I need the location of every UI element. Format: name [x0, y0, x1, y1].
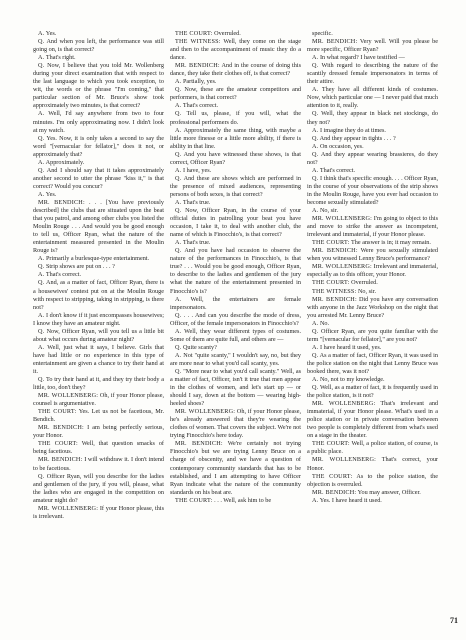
- speaker-label: MR. WOLLENBERG:: [312, 263, 372, 271]
- transcript-paragraph: [307, 54, 438, 62]
- speaker-label: A.: [312, 496, 319, 504]
- speech-text: Well, the entertainers are female impersonators.: [170, 295, 301, 311]
- speech-text: Yes.: [45, 30, 57, 37]
- speech-text: Yes.: [45, 190, 57, 198]
- speaker-label: A.: [175, 126, 182, 134]
- speaker-label: A.: [312, 86, 319, 94]
- speech-text: specific.: [312, 30, 333, 37]
- speaker-label: THE COURT:: [312, 472, 353, 480]
- transcript-paragraph: [170, 175, 301, 199]
- speech-text: No, sir.: [357, 287, 377, 295]
- speech-text: Well, I'd say anywhere from two to four minutes. I'm only approximating now. I didn't look at my watch.: [33, 110, 164, 134]
- transcript-paragraph: [33, 54, 164, 62]
- speaker-label: Q.: [38, 327, 45, 335]
- speech-text: Partially, yes.: [182, 78, 217, 86]
- transcript-paragraph: [170, 296, 301, 312]
- transcript-paragraph: [170, 352, 301, 368]
- speaker-label: Q.: [312, 327, 319, 335]
- transcript-paragraph: [307, 328, 438, 344]
- speaker-label: Q.: [175, 367, 182, 375]
- speaker-label: THE COURT:: [312, 440, 350, 448]
- speaker-label: MR. BENDICH:: [38, 456, 83, 464]
- speaker-label: Q.: [312, 174, 319, 182]
- speech-text: That's true.: [182, 239, 211, 247]
- transcript-paragraph: [33, 376, 164, 392]
- speech-text: We're certainly not trying Finocchio's but we are trying Lenny Bruce on a charge of obscenity, and we have a question of contemporary community standards that has to be established, and I am attempting to have Officer Ryan indicate what the nature of the community standards on his beat are.: [170, 440, 302, 496]
- speech-text: . . . Well, ask him to be: [214, 496, 272, 504]
- speaker-label: MR. WOLLENBERG:: [312, 456, 377, 464]
- speech-text: I imagine they do at times.: [319, 126, 386, 134]
- speaker-label: MR. BENDICH:: [312, 295, 357, 303]
- speaker-label: MR. WOLLENBERG:: [175, 408, 236, 416]
- speech-text: To try their hand at it, and they try their body a little, too, don't they?: [33, 376, 164, 392]
- transcript-paragraph: [33, 159, 164, 167]
- speech-text: No, not to my knowledge.: [319, 376, 385, 384]
- speaker-label: Q.: [38, 279, 45, 287]
- speech-text: I think that's specific enough. . . . Officer Ryan, in the course of your observations of the strip shows in the Moulin Rouge, have you ever had occasion to become sexually stimulated?: [307, 174, 438, 206]
- speaker-label: THE COURT:: [312, 239, 350, 247]
- speech-text: Well, that question smacks of being facetious.: [33, 440, 164, 456]
- transcript-paragraph: [307, 489, 438, 497]
- transcript-paragraph: [307, 239, 438, 247]
- speech-text: I will withdraw it. I don't intend to be facetious.: [33, 456, 165, 472]
- speaker-label: A.: [175, 198, 182, 206]
- speaker-label: A.: [175, 166, 182, 174]
- transcript-paragraph: [307, 207, 438, 215]
- transcript-paragraph: [307, 344, 438, 352]
- speaker-label: A.: [175, 78, 182, 86]
- transcript-paragraph: [170, 497, 301, 505]
- transcript-paragraph: [307, 175, 438, 207]
- transcript-paragraph: [170, 86, 301, 102]
- transcript-paragraph: [170, 408, 301, 440]
- speech-text: Yes. I have heard it used.: [319, 496, 382, 504]
- text-column-middle: [170, 30, 301, 505]
- transcript-paragraph: [307, 167, 438, 175]
- speaker-label: Q.: [312, 134, 319, 142]
- speech-text: Did you have any conversation with anyone in the Jazz Workshop on the night that you arrested Mr. Lenny Bruce?: [307, 295, 439, 319]
- speaker-label: MR. BENDICH:: [175, 62, 220, 70]
- speech-text: And they appear in tights . . . ?: [319, 134, 396, 142]
- transcript-paragraph: [307, 143, 438, 151]
- speech-text: Now, I believe that you told Mr. Wollenberg during your direct examination that with respect to the last language to which you took exception, to wit, the words or the phrase "I'm coming," that particular section of Mr. Bruce's show took approximately two minutes, is that correct?: [33, 62, 165, 110]
- transcript-paragraph: [170, 102, 301, 110]
- transcript-paragraph: [307, 38, 438, 54]
- speaker-label: A.: [38, 343, 45, 351]
- transcript-paragraph: [307, 456, 438, 472]
- speaker-label: MR. BENDICH:: [38, 424, 84, 432]
- speaker-label: THE COURT:: [312, 279, 350, 287]
- speaker-label: Q.: [175, 174, 182, 182]
- transcript-paragraph: [33, 312, 164, 328]
- speech-text: No.: [319, 319, 330, 327]
- transcript-paragraph: [33, 440, 164, 456]
- speaker-label: Q.: [312, 384, 319, 392]
- transcript-paragraph: [307, 30, 438, 38]
- speaker-label: A.: [38, 158, 45, 166]
- speech-text: With regard to describing the nature of the scantily dressed female impersonators in terms of their attire.: [307, 62, 439, 86]
- transcript-paragraph: [170, 78, 301, 86]
- speech-text: Were you sexually stimulated when you witnessed Lenny Bruce's performance?: [307, 247, 439, 263]
- speech-text: Well, they come on the stage and then to the accompaniment of music they do a dance.: [170, 38, 301, 62]
- speech-text: No, sir.: [319, 207, 339, 215]
- speech-text: Irrelevant and immaterial, especially as to this officer, your Honor.: [307, 263, 438, 279]
- speaker-label: A.: [175, 239, 182, 247]
- speaker-label: A.: [175, 102, 182, 110]
- transcript-paragraph: [307, 400, 438, 440]
- transcript-paragraph: [33, 505, 164, 521]
- speaker-label: A.: [312, 319, 319, 327]
- speech-text: I have, yes.: [182, 166, 212, 174]
- transcript-paragraph: [33, 279, 164, 311]
- speech-text: That's correct.: [319, 166, 355, 174]
- transcript-paragraph: [307, 473, 438, 489]
- speech-text: I don't know if it just encompasses housewives; I know they have an amateur night.: [33, 311, 164, 327]
- speaker-label: A.: [312, 142, 319, 150]
- speaker-label: A.: [38, 30, 45, 37]
- speaker-label: A.: [38, 110, 45, 118]
- transcript-paragraph: [170, 30, 301, 38]
- speech-text: And I should say that it takes approximately another second to utter the phrase "kiss it," is that correct? Would you concur?: [33, 166, 164, 190]
- transcript-paragraph: [307, 440, 438, 456]
- transcript-paragraph: [33, 271, 164, 279]
- speech-text: Officer Ryan, are you quite familiar with the term "[vernacular for fellator]," are you not?: [307, 327, 438, 343]
- speech-text: I am being perfectly serious, your Honor.: [33, 424, 165, 440]
- speaker-label: A.: [312, 126, 319, 134]
- speaker-label: THE COURT:: [38, 408, 77, 416]
- speaker-label: THE COURT:: [175, 496, 213, 504]
- speaker-label: Q.: [312, 110, 319, 118]
- speaker-label: MR. WOLLENBERG:: [312, 400, 376, 408]
- transcript-paragraph: [33, 191, 164, 199]
- transcript-paragraph: [307, 135, 438, 143]
- transcript-paragraph: [307, 215, 438, 239]
- speech-text: In what regard? I have testified —: [319, 54, 405, 62]
- speaker-label: A.: [38, 190, 45, 198]
- speech-text: That's irrelevant and immaterial, if your Honor please. What's used in a police station or in private conversation between two people is completely different from what's used on a stage in the theater.: [307, 400, 439, 440]
- transcript-paragraph: [33, 30, 164, 38]
- speech-text: Not "quite scanty," I wouldn't say, no, but they are more near to what you'd call scanty, yes.: [170, 351, 301, 367]
- speaker-label: Q.: [38, 62, 45, 70]
- speech-text: Approximately the same thing, with maybe a little more finesse or a little more ability, if there is ability in that line.: [170, 126, 301, 150]
- transcript-paragraph: [307, 86, 438, 110]
- text-column-left: [33, 30, 164, 521]
- speaker-label: Q.: [38, 472, 45, 480]
- speech-text: The answer is in; it may remain.: [351, 239, 431, 247]
- transcript-paragraph: [170, 328, 301, 344]
- speech-text: That's true.: [182, 198, 211, 206]
- transcript-paragraph: [307, 127, 438, 135]
- transcript-paragraph: [307, 376, 438, 384]
- speaker-label: Q.: [312, 351, 319, 359]
- speech-text: You may answer, Officer.: [357, 488, 421, 496]
- transcript-paragraph: [307, 296, 438, 320]
- speaker-label: Q.: [175, 86, 182, 94]
- speech-text: I'm going to object to this and move to strike the answer as incompetent, irrelevant and immaterial, if your Honor please.: [307, 215, 438, 239]
- transcript-paragraph: [33, 344, 164, 376]
- speech-text: Overruled.: [214, 30, 241, 37]
- transcript-paragraph: [33, 424, 164, 440]
- speech-text: Yes. Let us not be facetious, Mr. Bendich.: [33, 408, 164, 424]
- transcript-paragraph: [33, 62, 164, 110]
- transcript-paragraph: [33, 255, 164, 263]
- speaker-label: THE WITNESS:: [175, 38, 221, 46]
- speaker-label: A.: [38, 271, 45, 279]
- speaker-label: A.: [38, 311, 45, 319]
- transcript-paragraph: [307, 384, 438, 400]
- speaker-label: Q.: [175, 110, 182, 118]
- speaker-label: Q.: [312, 62, 319, 70]
- speaker-label: MR. BENDICH:: [38, 198, 85, 206]
- speech-text: And you have witnessed these shows, is that correct, Officer Ryan?: [170, 150, 301, 166]
- speech-text: And in the course of doing this dance, they take their clothes off, is that correct?: [170, 62, 301, 78]
- speaker-label: Q.: [175, 247, 182, 255]
- speech-text: Approximately.: [45, 158, 85, 166]
- transcript-paragraph: [170, 440, 301, 496]
- speech-text: That's right.: [45, 54, 76, 62]
- speech-text: As a matter of fact, Officer Ryan, it was used in the police station on the night that Lenny Bruce was booked there, was it not?: [307, 351, 438, 375]
- speech-text: Well, they wear different types of costumes. Some of them are quite full, and others are —: [170, 327, 302, 343]
- speaker-label: THE COURT:: [175, 30, 213, 37]
- transcript-paragraph: [170, 344, 301, 352]
- speaker-label: THE WITNESS:: [312, 287, 357, 295]
- transcript-paragraph: [307, 247, 438, 263]
- transcript-paragraph: [170, 38, 301, 62]
- speaker-label: MR. BENDICH:: [312, 38, 358, 46]
- speaker-label: Q.: [38, 376, 45, 384]
- transcript-paragraph: [170, 151, 301, 167]
- transcript-paragraph: [170, 199, 301, 207]
- transcript-paragraph: [33, 456, 164, 472]
- speech-text: That's correct, your Honor.: [307, 456, 438, 472]
- transcript-paragraph: [33, 167, 164, 191]
- speaker-label: Q.: [175, 343, 182, 351]
- speaker-label: Q.: [175, 207, 182, 215]
- speech-text: On occasion, yes.: [319, 142, 364, 150]
- transcript-paragraph: [307, 279, 438, 287]
- speaker-label: A.: [175, 327, 182, 335]
- speaker-label: THE COURT:: [38, 440, 78, 448]
- speaker-label: MR. BENDICH:: [175, 440, 223, 448]
- speech-text: Tell us, please, if you will, what the professional performers do.: [170, 110, 301, 126]
- speech-text: Overruled.: [351, 279, 378, 287]
- speaker-label: Q.: [38, 263, 45, 271]
- speaker-label: Q.: [38, 166, 45, 174]
- transcript-paragraph: [307, 62, 438, 86]
- transcript-paragraph: [33, 110, 164, 134]
- speech-text: And, as a matter of fact, Officer Ryan, there is a housewives' contest put on at the Moulin Rouge with respect to stripping, taking in stripping, is there not?: [33, 279, 164, 311]
- speaker-label: Q.: [312, 150, 319, 158]
- speech-text: Quite scanty?: [182, 343, 217, 351]
- speaker-label: A.: [312, 207, 319, 215]
- speaker-label: Q.: [175, 311, 182, 319]
- speaker-label: MR. WOLLENBERG:: [312, 215, 373, 223]
- transcript-paragraph: [170, 239, 301, 247]
- speaker-label: A.: [175, 295, 182, 303]
- transcript-paragraph: [33, 199, 164, 255]
- transcript-paragraph: [33, 38, 164, 54]
- speaker-label: Q.: [38, 134, 45, 142]
- speech-text: Oh, if your Honor please, he's already answered that they're wearing the clothes of women. That covers the subject. We're not trying Finocchio's here today.: [170, 408, 301, 440]
- transcript-paragraph: [170, 167, 301, 175]
- speaker-label: Q.: [38, 38, 45, 46]
- speech-text: And you have had occasion to observe the nature of the performances in Finocchio's, is that true? . . . Would you be good enough, Officer Ryan, to describe to the ladies and gentlemen of the jury what the nature of the entertainment presented in Finocchio's is?: [170, 247, 301, 295]
- speech-text: And when you left, the performance was still going on, is that correct?: [33, 38, 164, 54]
- transcript-paragraph: [33, 328, 164, 344]
- speech-text: Well, just what it says, I believe. Girls that have had little or no experience in this type of entertainment are given a chance to try their hand at it.: [33, 343, 164, 375]
- page-number: 71: [450, 616, 458, 625]
- transcript-paragraph: [170, 247, 301, 295]
- transcript-paragraph: [170, 127, 301, 151]
- transcript-paragraph: [307, 288, 438, 296]
- speaker-label: MR. WOLLENBERG:: [38, 392, 99, 400]
- speech-text: Now, Officer Ryan, will you tell us a little bit about what occurs during amateur night?: [33, 327, 165, 343]
- speaker-label: A.: [38, 54, 45, 62]
- speaker-label: A.: [175, 351, 182, 359]
- speaker-label: A.: [312, 343, 319, 351]
- speech-text: Well, they appear in black net stockings, do they not?: [307, 110, 438, 126]
- speaker-label: Q.: [175, 150, 182, 158]
- speech-text: Officer Ryan, will you describe for the ladies and gentlemen of the jury, if you will, please, what the ladies who are engaged in the competition on amateur night do?: [33, 472, 164, 504]
- speaker-label: A.: [312, 166, 319, 174]
- speech-text: . . . [You have previously described] the clubs that are situated upon the beat that you patrol, and among other clubs you listed the Moulin Rouge . . . And would you be good enough to tell us, Officer Ryan, what the nature of the entertainment measured presented in the Moulin Rouge is?: [33, 198, 164, 255]
- speaker-label: MR. WOLLENBERG:: [38, 504, 99, 512]
- transcript-paragraph: [307, 151, 438, 167]
- speech-text: "More near to what you'd call scanty." Well, as a matter of fact, Officer, isn't it true that men appear in the clothes of women, and let's start up — or should I say, down at the bottom — wearing high-heeled shoes?: [170, 367, 301, 408]
- transcript-paragraph: [307, 352, 438, 376]
- speech-text: Yes. Now, it is only takes a second to say the word "[vernacular for fellator]," does it not, or approximately that?: [33, 134, 164, 158]
- speech-text: Now, Officer Ryan, in the course of your official duties in patrolling your beat you have occasion, I take it, to deal with another club, the name of which is Finocchio's, is that correct?: [170, 207, 302, 239]
- speech-text: As to the police station, the objection is overruled.: [307, 472, 438, 488]
- speech-text: . . . And can you describe the mode of dress, Officer, of the female impersonators in Finocchio's?: [170, 311, 301, 327]
- speaker-label: MR. BENDICH:: [312, 247, 358, 255]
- speech-text: Very well. Will you please be more specific, Officer Ryan?: [307, 38, 439, 54]
- speaker-label: MR. BENDICH:: [312, 488, 357, 496]
- text-column-right: [307, 30, 438, 505]
- transcript-paragraph: [170, 62, 301, 78]
- speech-text: They have all different kinds of costumes. Now, which particular one — I never paid that much attention to it, really.: [307, 86, 439, 110]
- transcript-paragraph: [33, 135, 164, 159]
- speech-text: Now, these are the amateur competitors and performers, is that correct?: [170, 86, 302, 102]
- speaker-label: A.: [38, 255, 45, 263]
- speech-text: Well, a police station, of course, is a public place.: [307, 440, 439, 456]
- transcript-paragraph: [170, 368, 301, 408]
- speech-text: Oh, if your Honor please, counsel is argumentative.: [33, 392, 164, 408]
- speech-text: Well, as a matter of fact, it is frequently used in the police station, is it not?: [307, 384, 439, 400]
- transcript-paragraph: [170, 312, 301, 328]
- transcript-paragraph: [170, 110, 301, 126]
- speech-text: And they appear wearing brassieres, do they not?: [307, 150, 438, 166]
- speech-text: And these are shows which are performed in the presence of mixed audiences, representing persons of both sexes, is that correct?: [170, 174, 301, 198]
- speaker-label: A.: [312, 376, 319, 384]
- transcript-paragraph: [170, 207, 301, 239]
- speech-text: That's correct.: [45, 271, 81, 279]
- speech-text: If your Honor please, this is irrelevant.: [33, 504, 165, 520]
- speaker-label: A.: [312, 54, 319, 62]
- transcript-paragraph: [307, 320, 438, 328]
- transcript-paragraph: [33, 473, 164, 505]
- speech-text: That's correct.: [182, 102, 218, 110]
- speech-text: Primarily a burlesque-type entertainment.: [45, 255, 150, 263]
- transcript-paragraph: [33, 392, 164, 408]
- speech-text: I have heard it used, yes.: [319, 343, 382, 351]
- transcript-paragraph: [307, 110, 438, 126]
- transcript-paragraph: [307, 263, 438, 279]
- transcript-paragraph: [33, 263, 164, 271]
- transcript-paragraph: [33, 408, 164, 424]
- speech-text: Strip shows are put on . . . ?: [45, 263, 115, 271]
- transcript-paragraph: [307, 497, 438, 505]
